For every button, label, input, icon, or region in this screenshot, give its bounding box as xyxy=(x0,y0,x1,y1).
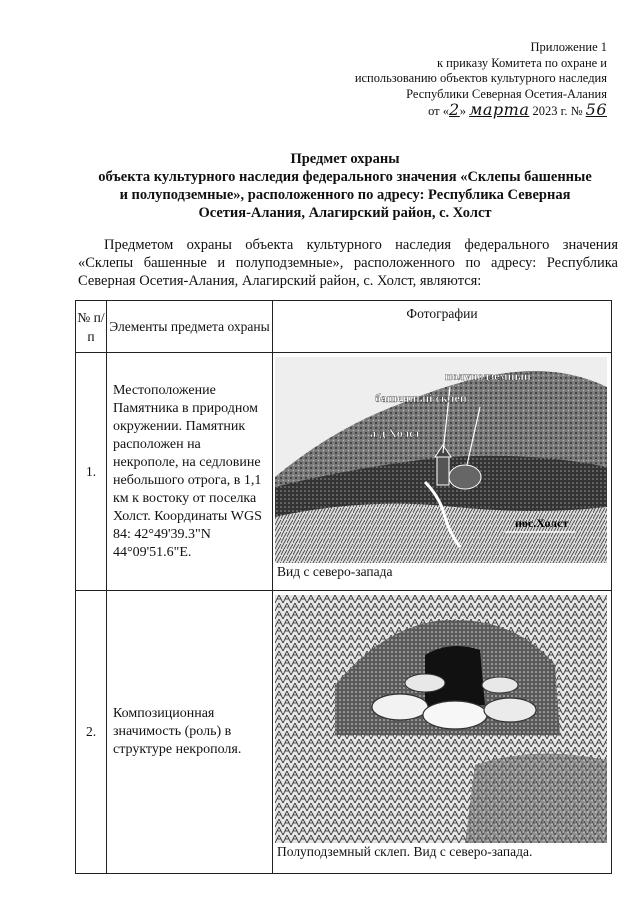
header-num: № п/п xyxy=(76,301,107,353)
table-row xyxy=(76,353,612,591)
title-line: Осетия-Алания, Алагирский район, с. Холст xyxy=(198,205,492,221)
row-number: 2. xyxy=(76,591,107,874)
photo-label-semiunderground: полуподземный xyxy=(445,369,531,383)
protection-table xyxy=(75,300,612,874)
title-line: и полуподземные», расположенного по адресу: Республика Северная xyxy=(119,187,571,203)
table-header-row xyxy=(76,301,612,353)
appendix-line: Приложение 1 xyxy=(530,40,607,54)
appendix-date-line xyxy=(277,102,607,120)
photo-cell xyxy=(273,591,612,874)
element-description: Местоположение Памятника в природном окружении. Памятник расположен на некрополе, на седловине небольшого отрога, в 1,1 км к востоку от поселка Холст. Координаты WGS 84: 42°49'39.3"N 44°09'51.6"E. xyxy=(107,353,273,591)
appendix-line: Республики Северная Осетия-Алания xyxy=(406,86,607,101)
row-number: 1. xyxy=(76,353,107,591)
date-year: 2023 г. № xyxy=(532,104,583,118)
landscape-photo xyxy=(275,357,607,563)
photo-label-tower: башенный склеп xyxy=(375,391,467,405)
intro-paragraph: Предметом охраны объекта культурного наследия федерального значения «Склепы башенные и полуподземные», расположенного по адресу: Республика Северная Осетия-Алания, Алагирский район, с. Холст, являются: xyxy=(78,237,618,289)
date-mid: » xyxy=(459,104,466,118)
appendix-block xyxy=(277,40,607,120)
photo-label-village: пос.Холст xyxy=(515,516,569,530)
date-prefix: от « xyxy=(428,104,450,118)
title-line: Предмет охраны xyxy=(290,151,400,167)
element-description: Композиционная значимость (роль) в структуре некрополя. xyxy=(107,591,273,874)
photo-caption: Вид с северо-запада xyxy=(277,564,393,579)
photo-caption: Полуподземный склеп. Вид с северо-запада. xyxy=(277,844,533,859)
header-photos: Фотографии xyxy=(273,301,612,353)
appendix-line: к приказу Комитета по охране и xyxy=(436,55,607,70)
photo-cell xyxy=(273,353,612,591)
document-title xyxy=(60,150,630,222)
handwritten-day: 2 xyxy=(449,100,460,119)
photo-label-road: а/д Холст xyxy=(370,426,421,440)
handwritten-month: марта xyxy=(469,100,530,119)
table-row xyxy=(76,591,612,874)
handwritten-number: 56 xyxy=(585,100,607,119)
appendix-line: использованию объектов культурного наследия xyxy=(354,71,607,85)
title-line: объекта культурного наследия федерального значения «Склепы башенные xyxy=(98,169,592,185)
crypt-photo xyxy=(275,595,607,843)
header-elements: Элементы предмета охраны xyxy=(107,301,273,353)
